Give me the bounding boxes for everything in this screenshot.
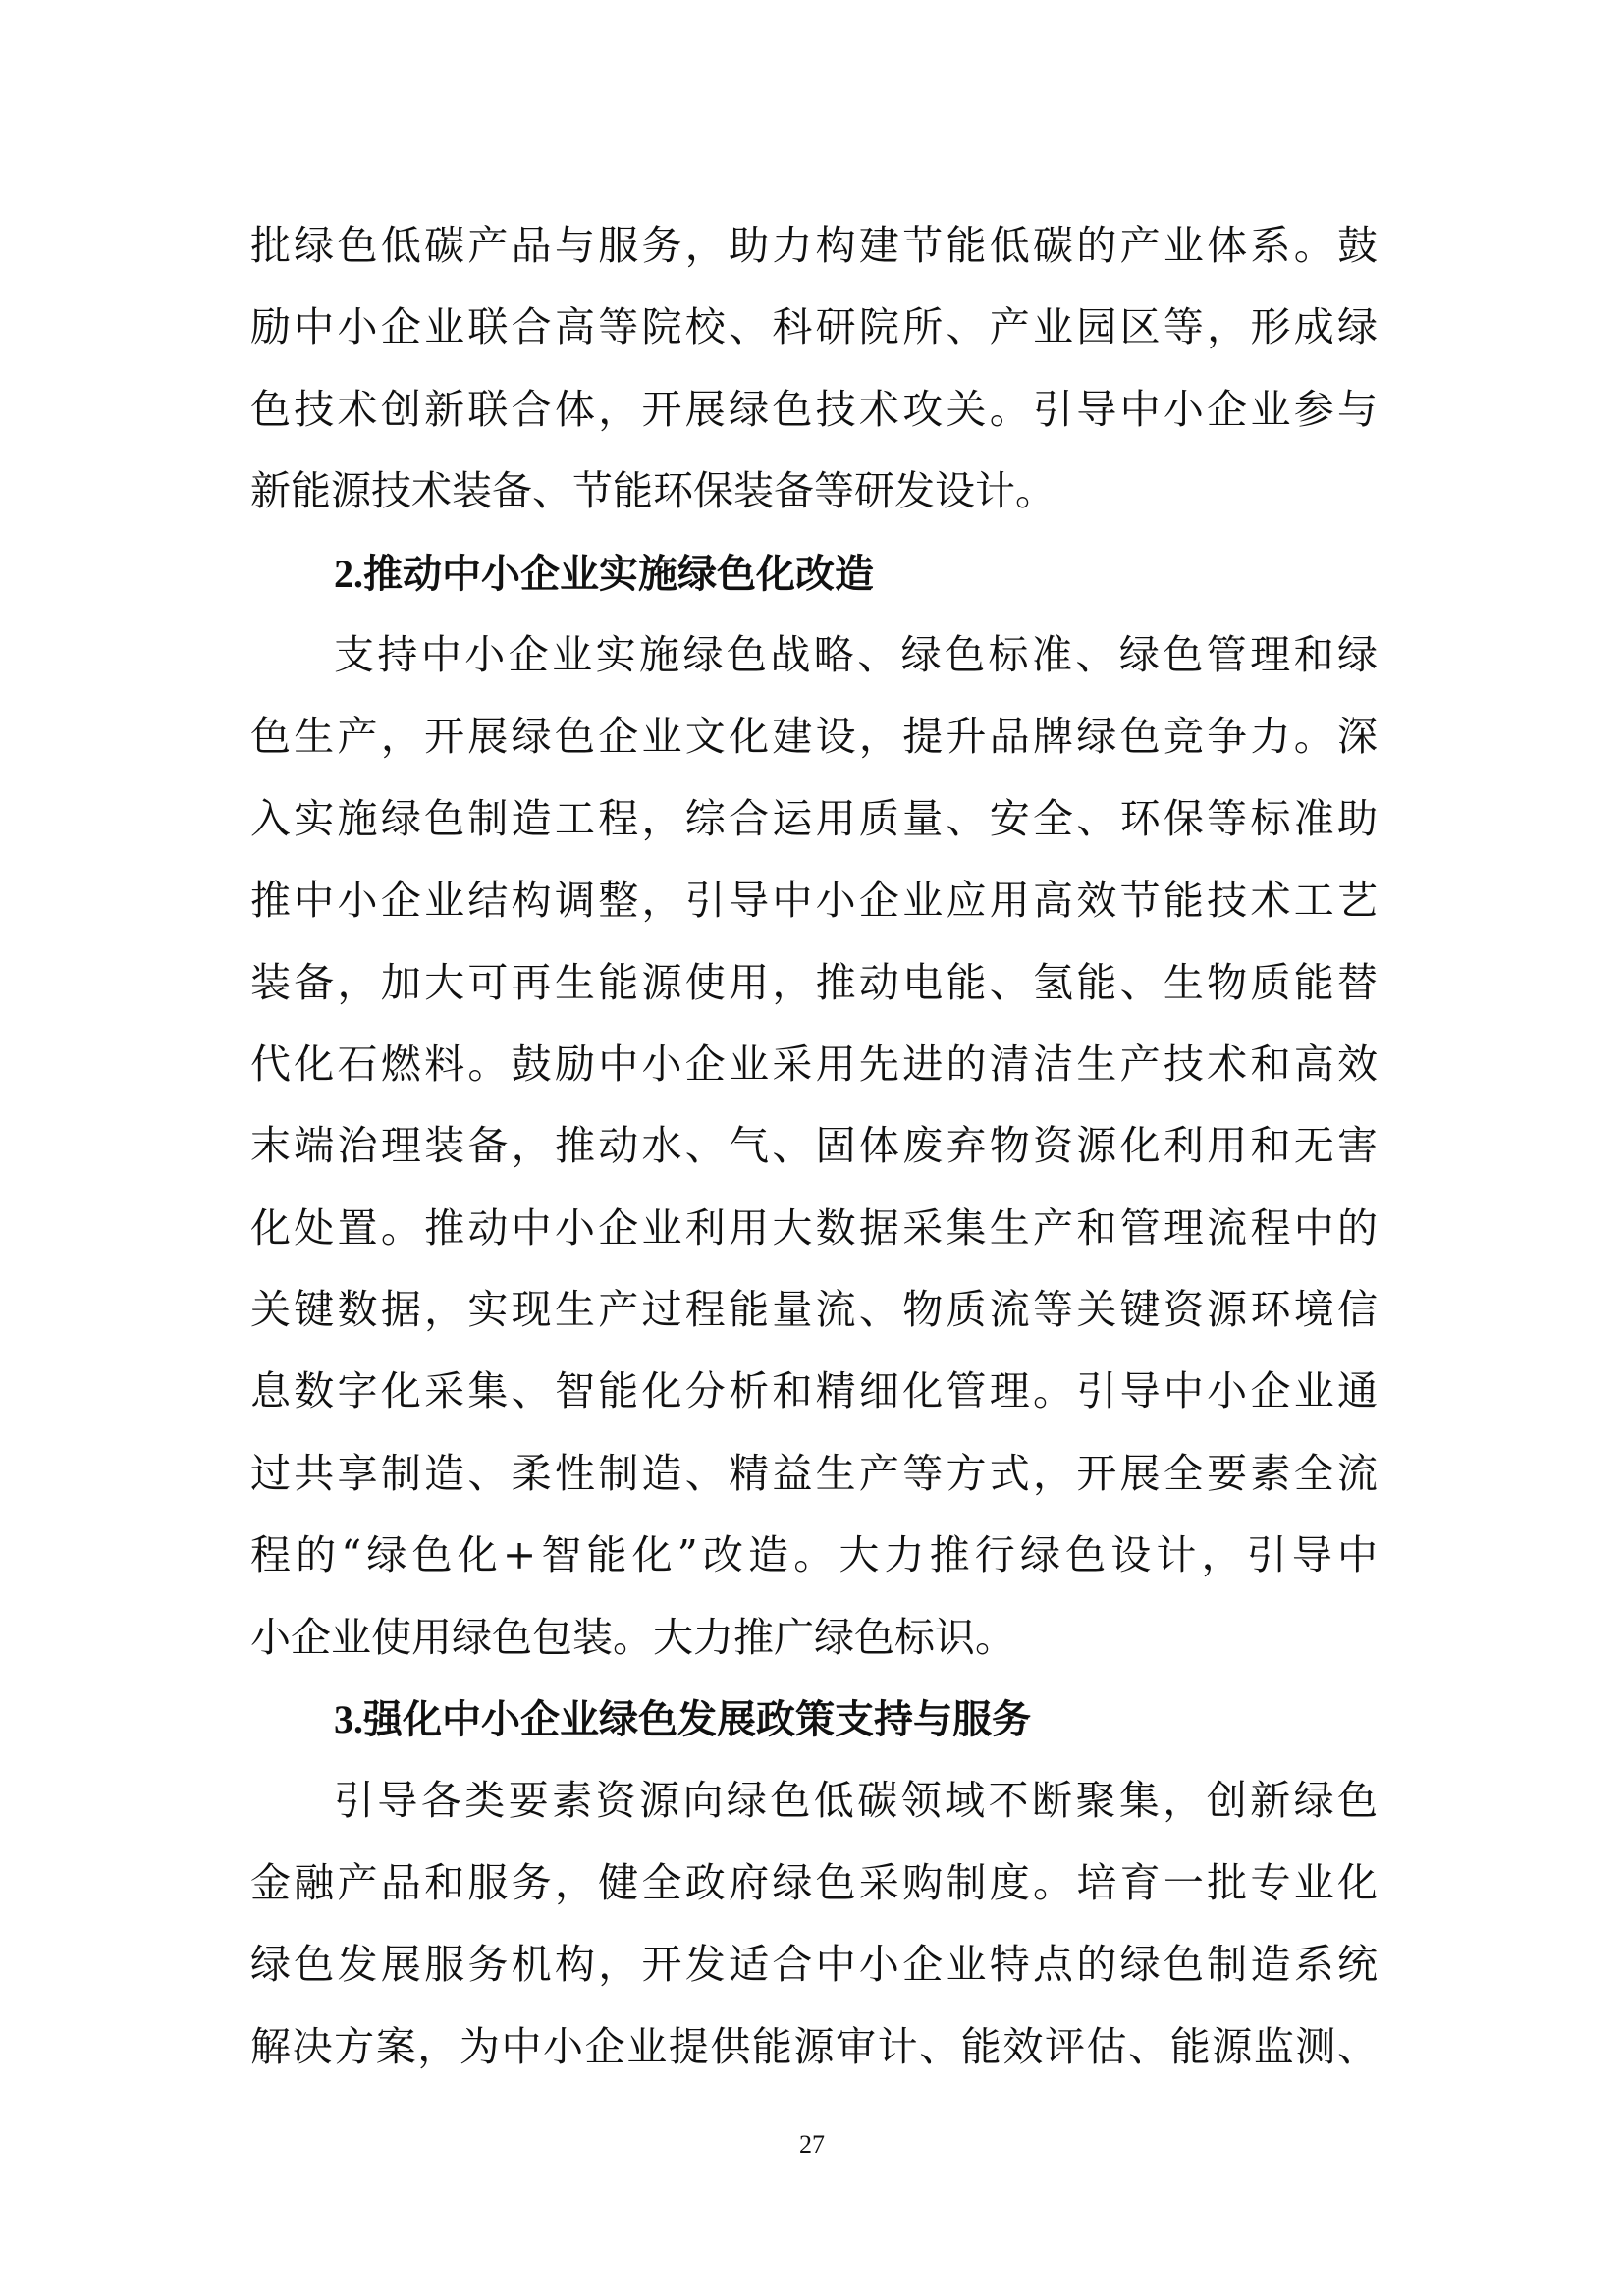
text-line: 末端治理装备，推动水、气、固体废弃物资源化利用和无害: [250, 1122, 1378, 1170]
text-line: 入实施绿色制造工程，综合运用质量、安全、环保等标准助: [250, 794, 1378, 842]
text-line: 程的“绿色化+智能化”改造。大力推行绿色设计，引导中: [250, 1531, 1378, 1579]
text-line: 推中小企业结构调整，引导中小企业应用高效节能技术工艺: [250, 877, 1378, 925]
text-line: 小企业使用绿色包装。大力推广绿色标识。: [250, 1613, 1015, 1661]
heading-title: 推动中小企业实施绿色化改造: [363, 551, 874, 597]
text-line: 关键数据，实现生产过程能量流、物质流等关键资源环境信: [250, 1286, 1378, 1334]
text-line: 引导各类要素资源向绿色低碳领域不断聚集，创新绿色: [334, 1777, 1378, 1825]
text-line: 解决方案，为中小企业提供能源审计、能效评估、能源监测、: [250, 2022, 1378, 2070]
text-line: 息数字化采集、智能化分析和精细化管理。引导中小企业通: [250, 1367, 1378, 1415]
section-heading-2: [250, 533, 1378, 614]
text-line: 色生产，开展绿色企业文化建设，提升品牌绿色竞争力。深: [250, 713, 1378, 761]
heading-title: 强化中小企业绿色发展政策支持与服务: [363, 1697, 1031, 1743]
text-line: 新能源技术装备、节能环保装备等研发设计。: [250, 467, 1056, 515]
text-line: 色技术创新联合体，开展绿色技术攻关。引导中小企业参与: [250, 385, 1378, 433]
text-line: 批绿色低碳产品与服务，助力构建节能低碳的产业体系。鼓: [250, 222, 1378, 269]
text-line: 励中小企业联合高等院校、科研院所、产业园区等，形成绿: [250, 303, 1378, 351]
paragraph-1: [250, 205, 1378, 533]
text-line: 过共享制造、柔性制造、精益生产等方式，开展全要素全流: [250, 1449, 1378, 1497]
text-line: 装备，加大可再生能源使用，推动电能、氢能、生物质能替: [250, 958, 1378, 1006]
heading-number: 2.: [334, 551, 363, 596]
section-heading-3: [250, 1679, 1378, 1760]
paragraph-2: [250, 614, 1378, 1679]
paragraph-3: [250, 1760, 1378, 2088]
body-text: [250, 205, 1378, 2088]
page-number: 27: [799, 2130, 825, 2159]
heading-number: 3.: [334, 1697, 363, 1742]
text-line: 支持中小企业实施绿色战略、绿色标准、绿色管理和绿: [334, 630, 1378, 678]
text-line: 代化石燃料。鼓励中小企业采用先进的清洁生产技术和高效: [250, 1040, 1378, 1088]
text-line: 化处置。推动中小企业利用大数据采集生产和管理流程中的: [250, 1203, 1378, 1252]
text-line: 金融产品和服务，健全政府绿色采购制度。培育一批专业化: [250, 1858, 1378, 1906]
text-line: 绿色发展服务机构，开发适合中小企业特点的绿色制造系统: [250, 1941, 1378, 1989]
